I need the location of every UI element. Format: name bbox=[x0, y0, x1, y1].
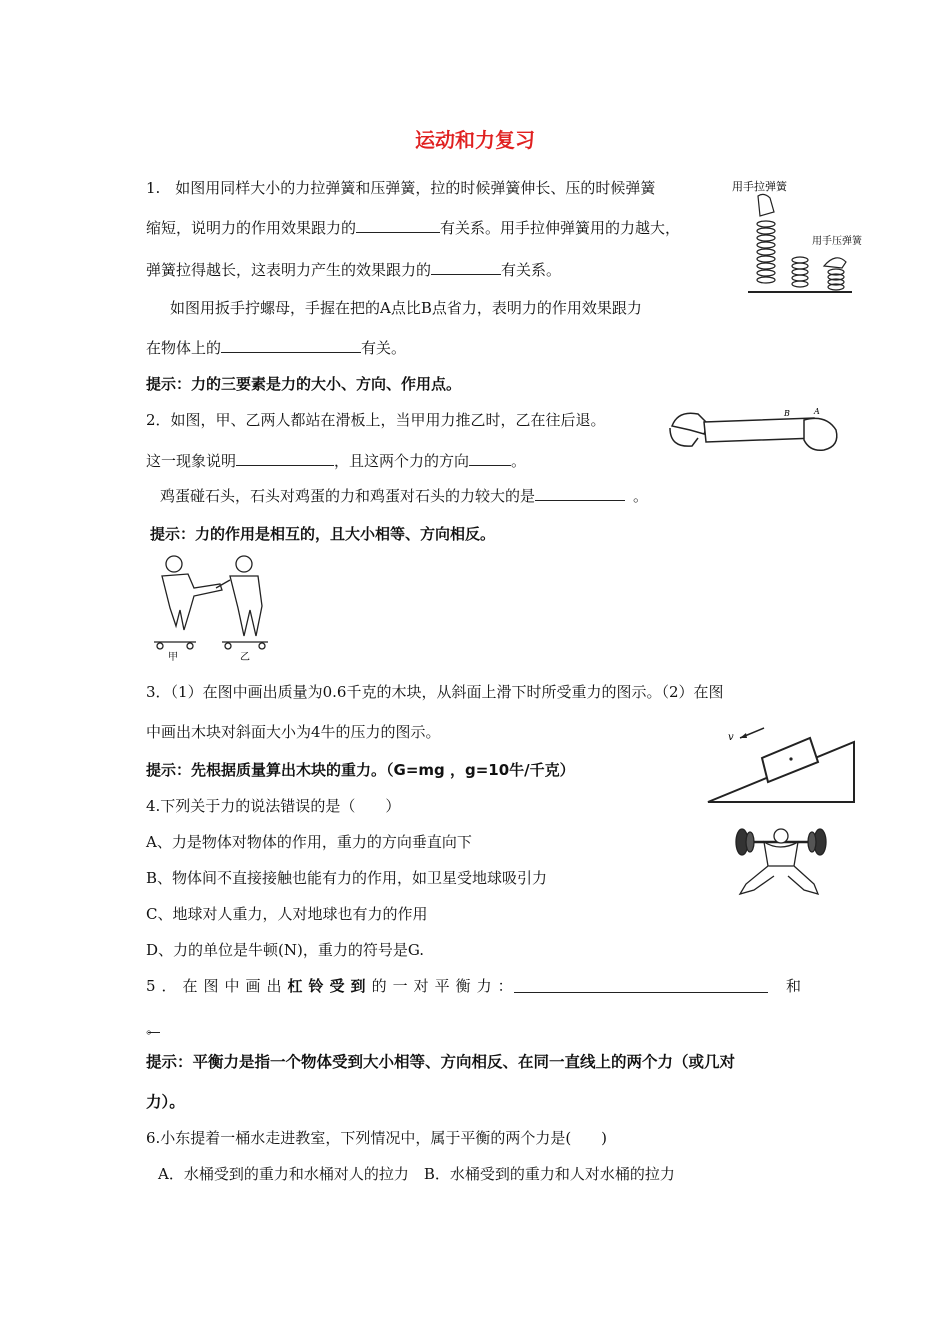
q1-line3-text-b: 有关系。 bbox=[501, 261, 562, 279]
q3-line2: 中画出木块对斜面大小为4牛的压力的图示。 bbox=[146, 723, 441, 741]
q2-hint: 提示：力的作用是相互的，且大小相等、方向相反。 bbox=[150, 525, 496, 543]
q1-line5-text-a: 在物体上的 bbox=[146, 339, 222, 357]
q4-option-d[interactable]: D、力的单位是牛顿(N)，重力的符号是G. bbox=[146, 941, 425, 959]
fig-pull-label: 用手拉弹簧 bbox=[732, 180, 787, 193]
q1-line3 bbox=[146, 260, 561, 280]
q1-line2-text-b: 有关系。用手拉伸弹簧用的力越大， bbox=[440, 219, 681, 237]
q2-line3 bbox=[160, 486, 648, 506]
q2-line2 bbox=[146, 451, 526, 471]
q3-line1: 3．（1）在图中画出质量为0.6千克的木块，从斜面上滑下时所受重力的图示。（2）在图 bbox=[146, 683, 724, 701]
q6-options[interactable]: A．水桶受到的重力和水桶对人的拉力 B．水桶受到的重力和人对水桶的拉力 bbox=[158, 1165, 675, 1183]
q2-blank-3[interactable] bbox=[535, 486, 625, 501]
q2-line2-text-b: ，且这两个力的方向 bbox=[334, 452, 470, 470]
fig-wrench-a: A bbox=[814, 407, 820, 416]
q5-and: 和 bbox=[786, 977, 802, 995]
q1-blank-2[interactable] bbox=[431, 260, 501, 275]
page-title: 运动和力复习 bbox=[415, 128, 535, 152]
q2-line3-text-a: 鸡蛋碰石头，石头对鸡蛋的力和鸡蛋对石头的力较大的是 bbox=[160, 487, 536, 505]
q2-blank-2[interactable] bbox=[469, 451, 511, 466]
q4-option-c[interactable]: C、地球对人重力，人对地球也有力的作用 bbox=[146, 905, 428, 923]
spring-figure bbox=[728, 176, 862, 300]
q1-line2-text-a: 缩短，说明力的作用效果跟力的 bbox=[146, 219, 357, 237]
q5-line2: 。 bbox=[146, 1019, 162, 1037]
q1-blank-3[interactable] bbox=[221, 338, 361, 353]
q2-line3-text-b: 。 bbox=[633, 487, 649, 505]
incline-figure bbox=[704, 722, 856, 806]
fig-v-label: v bbox=[728, 732, 734, 743]
fig-wrench-b: B bbox=[784, 409, 790, 418]
q2-line2-text-a: 这一现象说明 bbox=[146, 452, 237, 470]
wrench-figure bbox=[664, 400, 850, 466]
q2-line2-text-c: 。 bbox=[511, 452, 527, 470]
q1-blank-1[interactable] bbox=[356, 218, 440, 233]
q4-option-a[interactable]: A、力是物体对物体的作用，重力的方向垂直向下 bbox=[146, 833, 472, 851]
q5-blank-2[interactable] bbox=[148, 1018, 160, 1033]
q2-blank-1[interactable] bbox=[236, 451, 334, 466]
skateboard-figure bbox=[140, 550, 284, 662]
q3-hint: 提示：先根据质量算出木块的重力。（G=mg ，g=10牛/千克） bbox=[146, 761, 575, 779]
q5-hint-line2: 力）。 bbox=[146, 1093, 185, 1111]
q1-hint: 提示：力的三要素是力的大小、方向、作用点。 bbox=[146, 375, 462, 393]
q1-line1: 1. 如图用同样大小的力拉弹簧和压弹簧，拉的时候弹簧伸长、压的时候弹簧 bbox=[146, 179, 656, 197]
fig-press-label: 用手压弹簧 bbox=[812, 236, 862, 247]
q5-text-b: 杠铃受到 bbox=[287, 977, 372, 995]
q1-line2 bbox=[146, 218, 680, 238]
q1-line3-text-a: 弹簧拉得越长，这表明力产生的效果跟力的 bbox=[146, 261, 432, 279]
weightlifter-figure bbox=[728, 820, 834, 900]
q5-hint-line1: 提示：平衡力是指一个物体受到大小相等、方向相反、在同一直线上的两个力（或几对 bbox=[146, 1053, 736, 1071]
q2-line1: 2．如图，甲、乙两人都站在滑板上，当甲用力推乙时，乙在往后退。 bbox=[146, 411, 606, 429]
q4-stem: 4.下列关于力的说法错误的是（ ） bbox=[146, 797, 401, 815]
fig-person-a: 甲 bbox=[168, 652, 178, 663]
fig-person-b: 乙 bbox=[240, 652, 250, 663]
q5-line1 bbox=[146, 976, 519, 996]
q1-line5 bbox=[146, 338, 406, 358]
q5-text-c: 的一对平衡力： bbox=[371, 977, 519, 995]
q1-line4: 如图用扳手拧螺母，手握在把的A点比B点省力，表明力的作用效果跟力 bbox=[170, 299, 642, 317]
q6-stem: 6.小东提着一桶水走进教室，下列情况中，属于平衡的两个力是( ) bbox=[146, 1129, 608, 1147]
q5-text-a: 5．在图中画出 bbox=[146, 977, 288, 995]
q5-blank-1[interactable] bbox=[514, 978, 768, 993]
q4-option-b[interactable]: B、物体间不直接接触也能有力的作用，如卫星受地球吸引力 bbox=[146, 869, 548, 887]
q1-line5-text-b: 有关。 bbox=[361, 339, 407, 357]
